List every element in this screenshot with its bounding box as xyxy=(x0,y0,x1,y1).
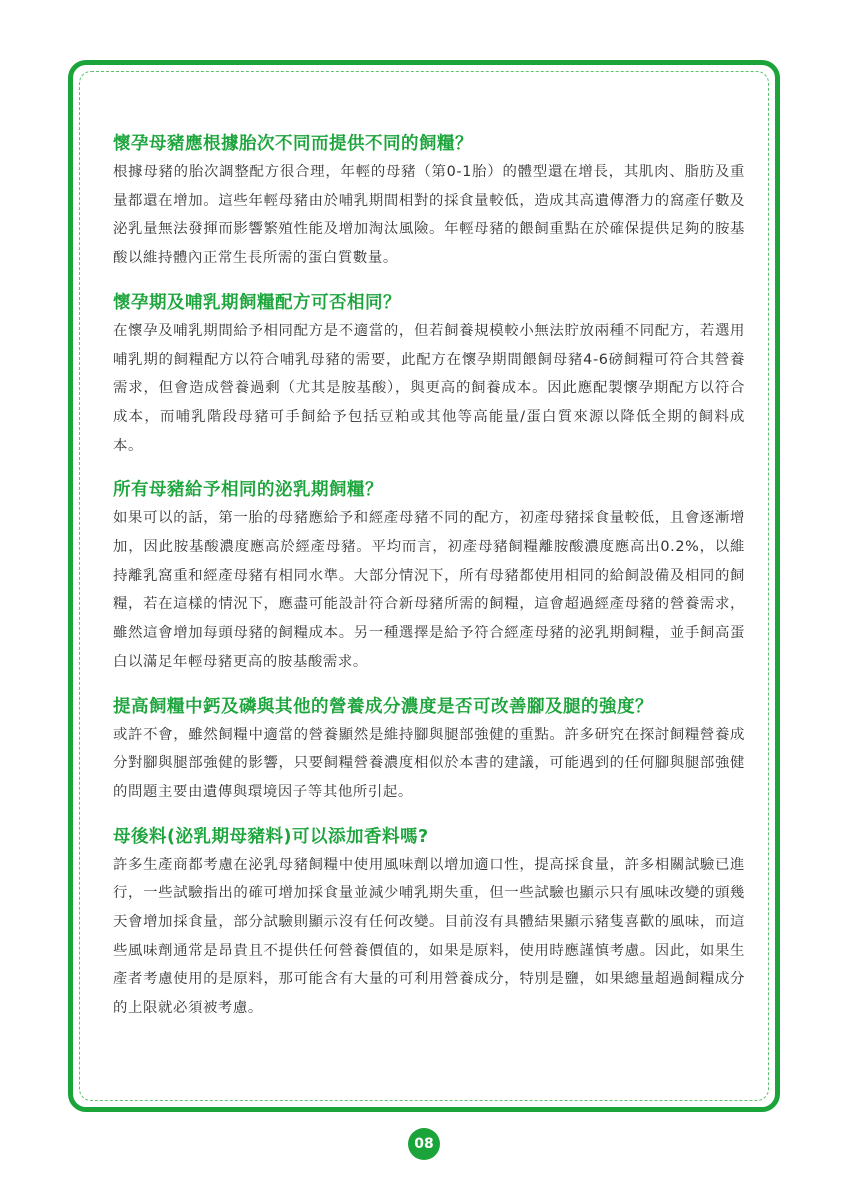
faq-content xyxy=(113,130,745,1039)
faq-section xyxy=(113,823,745,1023)
section-heading: 懷孕期及哺乳期飼糧配方可否相同？ xyxy=(113,292,401,313)
page-number-badge: 08 xyxy=(408,1128,440,1160)
faq-section xyxy=(113,476,745,676)
section-body: 許多生產商都考慮在泌乳母豬飼糧中使用風味劑以增加適口性，提高採食量，許多相關試驗已進行，一些試驗指出的確可增加採食量並減少哺乳期失重，但一些試驗也顯示只有風味改變的頭幾天會增加採食量，部分試驗則顯示沒有任何改變。目前沒有具體結果顯示豬隻喜歡的風味，而這些風味劑通常是昂貴且不提供任何營養價值的，如果是原料，使用時應謹慎考慮。因此，如果生產者考慮使用的是原料，那可能含有大量的可利用營養成分，特別是鹽，如果總量超過飼糧成分的上限就必須被考慮。 xyxy=(113,856,745,1017)
section-heading: 懷孕母豬應根據胎次不同而提供不同的飼糧？ xyxy=(113,134,473,154)
section-heading: 提高飼糧中鈣及磷與其他的營養成分濃度是否可改善腳及腿的強度？ xyxy=(113,696,653,717)
faq-section xyxy=(113,130,745,273)
section-body: 如果可以的話，第一胎的母豬應給予和經產母豬不同的配方，初產母豬採食量較低，且會逐漸增加，因此胺基酸濃度應高於經產母豬。平均而言，初產母豬飼糧離胺酸濃度應高出0.2%，以維持離乳窩重和經產母豬有相同水準。大部分情況下，所有母豬都使用相同的給飼設備及相同的飼糧，若在這樣的情況下，應盡可能設計符合新母豬所需的飼糧，這會超過經產母豬的營養需求，雖然這會增加每頭母豬的飼糧成本。另一種選擇是給予符合經產母豬的泌乳期飼糧，並手飼高蛋白以滿足年輕母豬更高的胺基酸需求。 xyxy=(113,510,745,670)
section-heading: 母後料(泌乳期母豬料)可以添加香料嗎? xyxy=(113,826,429,847)
faq-section xyxy=(113,693,745,807)
section-body: 根據母豬的胎次調整配方很合理，年輕的母豬（第0-1胎）的體型還在增長，其肌肉、脂肪及重量都還在增加。這些年輕母豬由於哺乳期間相對的採食量較低，造成其高遺傳潛力的窩產仔數及泌乳量無法發揮而影響繁殖性能及增加淘汰風險。年輕母豬的餵飼重點在於確保提供足夠的胺基酸以維持體內正常生長所需的蛋白質數量。 xyxy=(113,164,745,267)
section-body: 在懷孕及哺乳期間給予相同配方是不適當的，但若飼養規模較小無法貯放兩種不同配方，若選用哺乳期的飼糧配方以符合哺乳母豬的需要，此配方在懷孕期間餵飼母豬4-6磅飼糧可符合其營養需求，但會造成營養過剩（尤其是胺基酸），與更高的飼養成本。因此應配製懷孕期配方以符合成本，而哺乳階段母豬可手飼給予包括豆粕或其他等高能量/蛋白質來源以降低全期的飼料成本。 xyxy=(113,322,745,454)
section-body: 或許不會，雖然飼糧中適當的營養顯然是維持腳與腿部強健的重點。許多研究在探討飼糧營養成分對腳與腿部強健的影響，只要飼糧營養濃度相似於本書的建議，可能遇到的任何腳與腿部強健的問題主要由遺傳與環境因子等其他所引起。 xyxy=(113,726,745,800)
faq-section xyxy=(113,289,745,461)
section-heading: 所有母豬給予相同的泌乳期飼糧？ xyxy=(113,480,383,501)
